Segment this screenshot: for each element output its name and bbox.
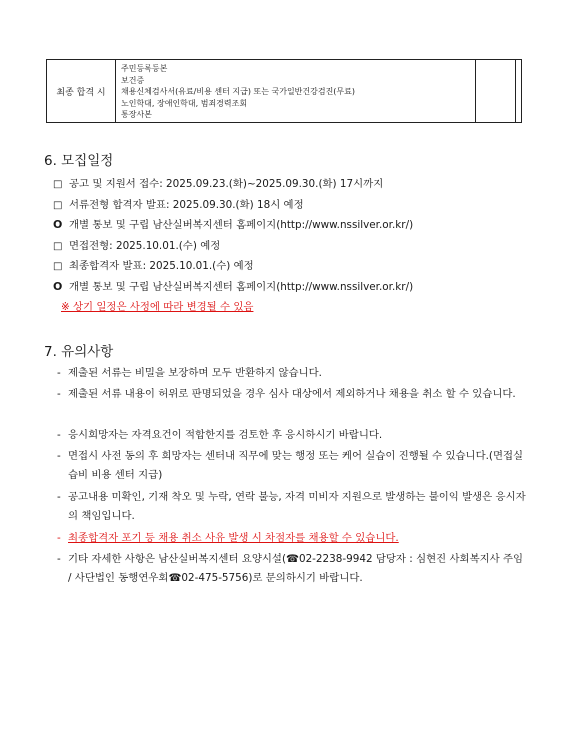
circle-marker: O xyxy=(53,218,63,231)
notice-text: 최종합격자 포기 등 채용 취소 사유 발생 시 차점자를 채용할 수 있습니다. xyxy=(68,532,399,544)
notice-text: 기타 자세한 사항은 남산실버복지센터 요양시설(☎02-2238-9942 담당자 : 심현진 사회복지사 주임 / 사단법인 동행연우회☎02-475-5756)로 문의하시기 바랍니다. xyxy=(68,553,524,584)
notice-item: - 제출된 서류는 비밀을 보장하며 모두 반환하지 않습니다. xyxy=(57,364,527,383)
section-7-title: 7. 유의사항 xyxy=(44,344,114,360)
schedule-text: 개별 통보 및 구립 남산실버복지센터 홈페이지(http://www.nssilver.or.kr/) xyxy=(69,219,414,231)
document-item: 보건증 xyxy=(121,75,145,85)
notice-text: 제출된 서류는 비밀을 보장하며 모두 반환하지 않습니다. xyxy=(68,367,322,379)
required-documents-table xyxy=(46,59,522,123)
schedule-text: 개별 통보 및 구립 남산실버복지센터 홈페이지(http://www.nssilver.or.kr/) xyxy=(69,281,414,293)
notice-item: - 응시희망자는 자격요건이 적합한지를 검토한 후 응시하시기 바랍니다. xyxy=(57,426,527,445)
document-item: 채용신체검사서(유료/비용 센터 지급) 또는 국가일반건강검진(무료) xyxy=(121,87,356,97)
circle-marker: O xyxy=(53,280,63,293)
notice-text: 제출된 서류 내용이 허위로 판명되었을 경우 심사 대상에서 제외하거나 채용을 취소 할 수 있습니다. xyxy=(68,388,516,400)
notice-text: 면접시 사전 동의 후 희망자는 센터내 직무에 맞는 행정 또는 케어 실습이 진행될 수 있습니다.(면접실습비 비용 센터 지급) xyxy=(68,450,524,481)
checkbox-marker: □ xyxy=(53,179,63,190)
table-row-label: 최종 합격 시 xyxy=(47,60,116,122)
document-item: 통장사본 xyxy=(121,110,152,120)
empty-cell xyxy=(516,60,521,122)
schedule-item xyxy=(53,237,220,252)
notice-item: - 면접시 사전 동의 후 희망자는 센터내 직무에 맞는 행정 또는 케어 실습이 진행될 수 있습니다.(면접실습비 비용 센터 지급) xyxy=(57,447,527,484)
schedule-item xyxy=(53,175,383,190)
notice-text: 공고내용 미확인, 기재 착오 및 누락, 연락 불능, 자격 미비자 지원으로 발생하는 불이익 발생은 응시자의 책임입니다. xyxy=(68,491,526,522)
schedule-text: 서류전형 합격자 발표: 2025.09.30.(화) 18시 예정 xyxy=(69,199,304,211)
documents-list xyxy=(116,60,476,122)
checkbox-marker: □ xyxy=(53,261,63,272)
schedule-item xyxy=(53,278,413,293)
notice-item: - 제출된 서류 내용이 허위로 판명되었을 경우 심사 대상에서 제외하거나 채용을 취소 할 수 있습니다. xyxy=(57,385,527,404)
notice-item: - 기타 자세한 사항은 남산실버복지센터 요양시설(☎02-2238-9942 담당자 : 심현진 사회복지사 주임 / 사단법인 동행연우회☎02-475-5756)로 문의하시기 바랍니다. xyxy=(57,550,527,587)
schedule-item xyxy=(53,216,413,231)
schedule-text: 면접전형: 2025.10.01.(수) 예정 xyxy=(69,240,221,252)
notice-item: - 공고내용 미확인, 기재 착오 및 누락, 연락 불능, 자격 미비자 지원으로 발생하는 불이익 발생은 응시자의 책임입니다. xyxy=(57,488,527,525)
section-6-title: 6. 모집일정 xyxy=(44,153,114,169)
notice-text: 응시희망자는 자격요건이 적합한지를 검토한 후 응시하시기 바랍니다. xyxy=(68,429,383,441)
empty-cell xyxy=(476,60,516,122)
schedule-item xyxy=(53,257,254,272)
notice-item-highlight: - 최종합격자 포기 등 채용 취소 사유 발생 시 차점자를 채용할 수 있습니다. xyxy=(57,529,527,548)
document-item: 주민등록등본 xyxy=(121,64,168,73)
schedule-note: ※ 상기 일정은 사정에 따라 변경될 수 있음 xyxy=(61,301,254,313)
checkbox-marker: □ xyxy=(53,241,63,252)
schedule-text: 최종합격자 발표: 2025.10.01.(수) 예정 xyxy=(69,260,254,272)
schedule-item xyxy=(53,196,304,211)
document-item: 노인학대, 장애인학대, 범죄경력조회 xyxy=(121,98,248,108)
checkbox-marker: □ xyxy=(53,200,63,211)
schedule-text: 공고 및 지원서 접수: 2025.09.23.(화)~2025.09.30.(화) 17시까지 xyxy=(69,178,384,190)
